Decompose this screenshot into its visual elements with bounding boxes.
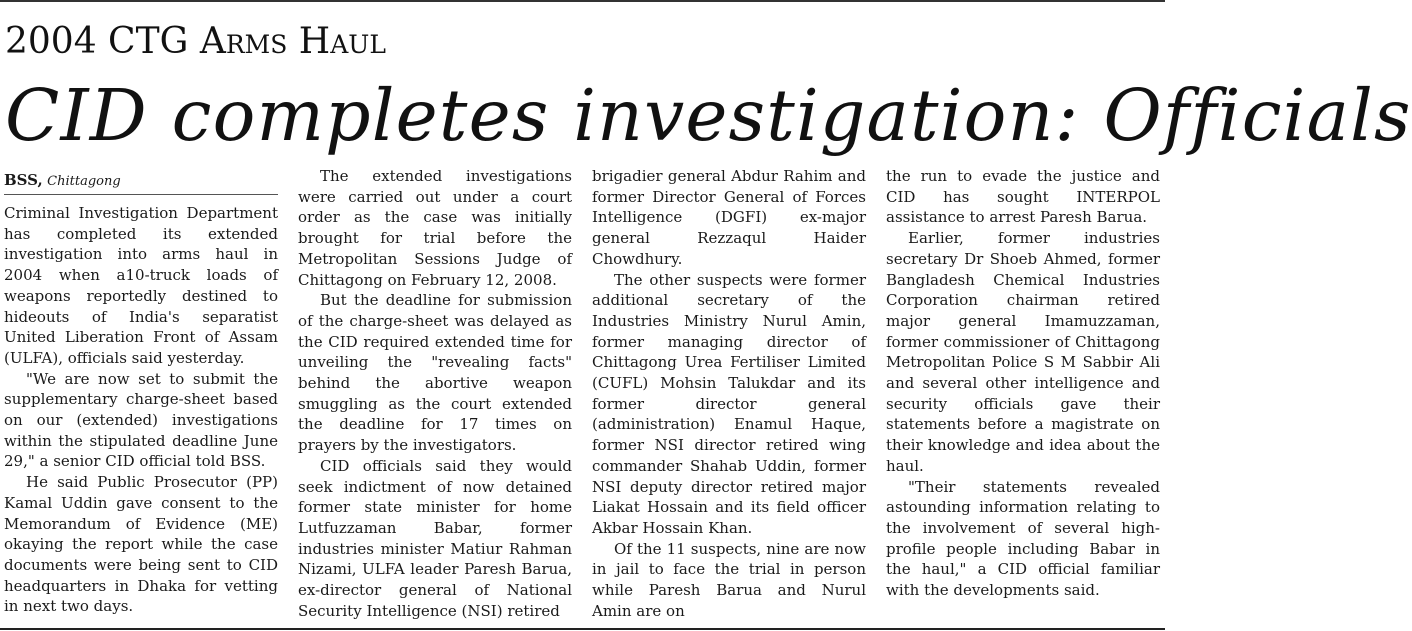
paragraph: the run to evade the justice and CID has sought INTERPOL assistance to arrest Paresh Barua. <box>886 167 1160 227</box>
paragraph: "We are now set to submit the supplementary charge-sheet based on our (extended) investigations within the stipulated deadline June 29," a senior CID official told BSS. <box>4 369 278 471</box>
article-column-2 <box>298 166 572 628</box>
paragraph: The other suspects were former additional secretary of the Industries Ministry Nurul Amin, former managing director of Chittagong Urea Fertiliser Limited (CUFL) Mohsin Talukdar and its former director general (administration) Enamul Haque, former NSI director retired wing commander Shahab Uddin, former NSI deputy director retired major Liakat Hossain and its field officer Akbar Hossain Khan. <box>592 270 866 537</box>
paragraph: Of the 11 suspects, nine are now in jail to face the trial in person while Paresh Barua and Nurul Amin are on <box>592 539 866 620</box>
headline: CID completes investigation: Officials <box>5 74 1412 157</box>
paragraph: "Their statements revealed astounding information relating to the involvement of several high-profile people including Babar in the haul," a CID official familiar with the developments said. <box>886 477 1160 600</box>
article-column-4 <box>886 166 1160 628</box>
paragraph: Criminal Investigation Department has completed its extended investigation into arms haul in 2004 when a10-truck loads of weapons reportedly destined to hideouts of India's separatist United Liberation Front of Assam (ULFA), officials said yesterday. <box>4 204 278 367</box>
paragraph: But the deadline for submission of the charge-sheet was delayed as the CID required extended time for unveiling the "revealing facts" behind the abortive weapon smuggling as the court extended the deadline for 17 times on prayers by the investigators. <box>298 291 572 455</box>
bottom-rule <box>0 628 1165 630</box>
kicker: 2004 CTG Arms Haul <box>5 21 386 62</box>
byline-place: Chittagong <box>47 174 121 189</box>
top-rule <box>0 0 1165 2</box>
paragraph: CID officials said they would seek indictment of now detained former state minister for home Lutfuzzaman Babar, former industries minister Matiur Rahman Nizami, ULFA leader Paresh Barua, ex-director general of National Security Intelligence (NSI) retired <box>298 456 572 620</box>
paragraph: Earlier, former industries secretary Dr Shoeb Ahmed, former Bangladesh Chemical Industries Corporation chairman retired major general Imamuzzaman, former commissioner of Chittagong Metropolitan Police S M Sabbir Ali and several other intelligence and security officials gave their statements before a magistrate on their knowledge and idea about the haul. <box>886 229 1160 475</box>
paragraph: brigadier general Abdur Rahim and former Director General of Forces Intelligence (DGFI) ex-major general Rezzaqul Haider Chowdhury. <box>592 167 866 268</box>
byline-agency: BSS, <box>4 171 43 189</box>
article-column-3 <box>592 166 866 628</box>
article-column-1 <box>4 166 278 628</box>
byline <box>4 166 278 195</box>
paragraph: He said Public Prosecutor (PP) Kamal Uddin gave consent to the Memorandum of Evidence (ME) okaying the report while the case documents were being sent to CID headquarters in Dhaka for vetting in next two days. <box>4 473 278 616</box>
paragraph: The extended investigations were carried out under a court order as the case was initially brought for trial before the Metropolitan Sessions Judge of Chittagong on February 12, 2008. <box>298 167 572 289</box>
